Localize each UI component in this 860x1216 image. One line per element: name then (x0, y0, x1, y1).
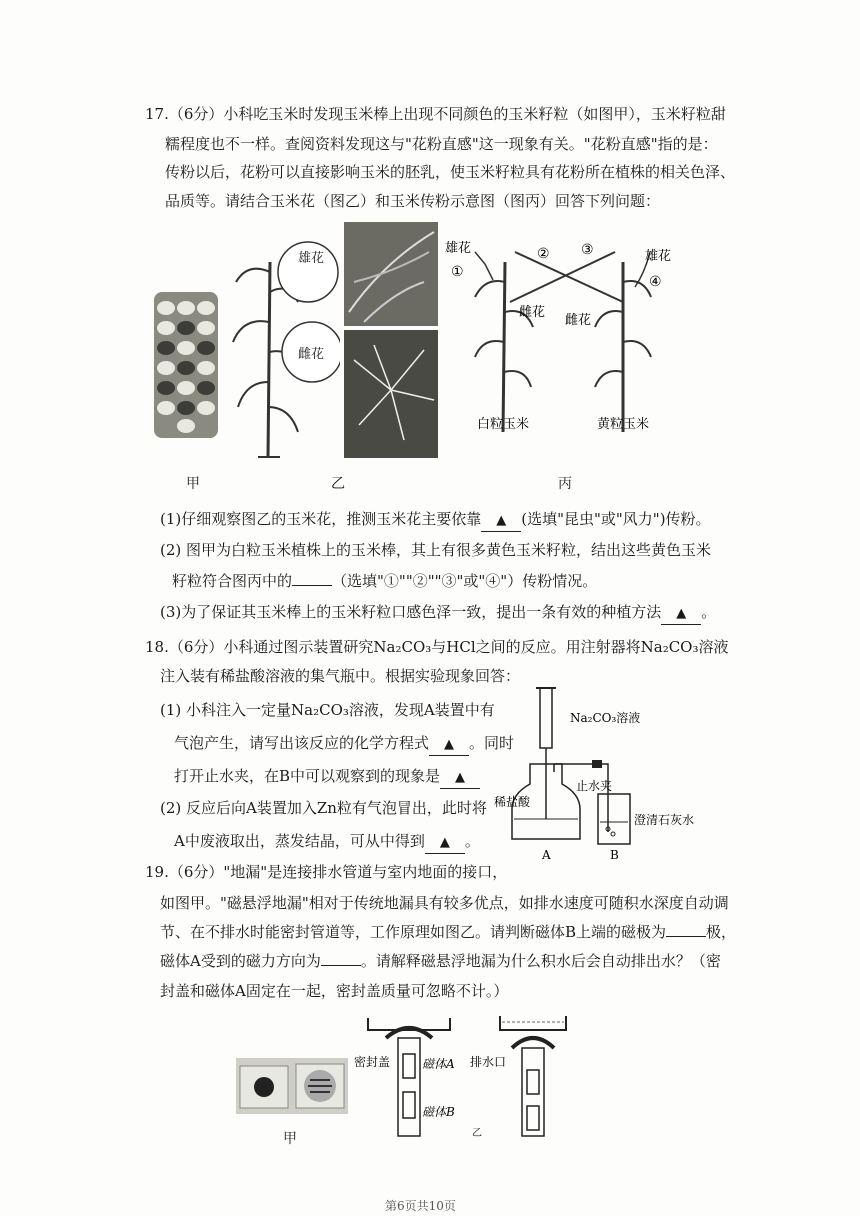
bing-n4: ④ (649, 274, 662, 290)
q17-line-3: 传粉以后，花粉可以直接影响玉米的胚乳，使玉米籽粒具有花粉所在植株的相关色泽、 (165, 163, 736, 181)
q18-sub1-c: 打开止水夹，在B中可以观察到的现象是 ▲ (174, 766, 480, 789)
q19-blank1[interactable] (666, 936, 706, 937)
q18-line-2: 注入装有稀盐酸溶液的集气瓶中。根据实验现象回答： (160, 667, 521, 685)
seal-label: 密封盖 (354, 1055, 391, 1069)
q19-line-4: 磁体A受到的磁力方向为 。请解释磁悬浮地漏为什么积水后会自动排出水？（密 (160, 952, 721, 970)
apparatus-solution-label: Na₂CO₃溶液 (570, 711, 641, 725)
bing-yellow-label: 黄粒玉米 (597, 417, 650, 432)
q17-line-1: 17.（6分）小科吃玉米时发现玉米棒上出现不同颜色的玉米籽粒（如图甲），玉米籽粒甜 (145, 105, 726, 123)
q19-line-2: 如图甲。"磁悬浮地漏"相对于传统地漏具有较多优点，如排水速度可随积水深度自动调 (160, 894, 729, 912)
yi-female-label: 雌花 (298, 347, 325, 362)
bing-male-right: 雄花 (645, 249, 672, 264)
floor-drain-photo (236, 1058, 348, 1114)
apparatus-clamp-label: 止水夹 (576, 779, 613, 793)
q18-line-1: 18.（6分）小科通过图示装置研究Na₂CO₃与HCl之间的反应。用注射器将Na₂CO₃溶液 (145, 638, 729, 656)
q19-fig-jia-caption: 甲 (283, 1131, 297, 1147)
q18-sub1-b: 气泡产生，请写出该反应的化学方程式 ▲ 。同时 (174, 733, 514, 756)
yi-male-label: 雄花 (298, 251, 325, 266)
male-flower-photo (344, 222, 438, 326)
female-flower-photo (344, 330, 438, 458)
apparatus-figure (490, 684, 700, 864)
q18-sub1-blank1[interactable]: ▲ (429, 735, 469, 756)
q19-blank2[interactable] (321, 965, 361, 966)
apparatus-limewater-label: 澄清石灰水 (634, 813, 695, 827)
bing-female-left: 雌花 (519, 305, 546, 320)
fig-bing-caption: 丙 (558, 476, 572, 492)
q17-sub2-blank[interactable] (292, 585, 332, 586)
q18-sub2-b: A中废液取出，蒸发结晶，可从中得到 ▲ 。 (174, 831, 480, 854)
q17-sub3: (3)为了保证其玉米棒上的玉米籽粒口感色泽一致，提出一条有效的种植方法 ▲ 。 (160, 602, 716, 625)
maglev-drain-diagram (350, 1008, 570, 1140)
q19-line-3: 节、在不排水时能密封管道等，工作原理如图乙。请判断磁体B上端的磁极为 极， (160, 923, 737, 941)
q18-sub2-a: (2) 反应后向A装置加入Zn粒有气泡冒出，此时将 (160, 799, 487, 817)
q18-sub2-blank[interactable]: ▲ (425, 833, 465, 854)
apparatus-b-label: B (610, 848, 619, 862)
q18-sub1-blank2[interactable]: ▲ (440, 768, 480, 789)
bing-n2: ② (537, 246, 550, 262)
bing-white-label: 白粒玉米 (477, 417, 530, 432)
q17-line-4: 品质等。请结合玉米花（图乙）和玉米传粉示意图（图丙）回答下列问题： (165, 192, 661, 210)
q17-sub2-line2: 籽粒符合图丙中的 （选填"①""②""③"或"④"）传粉情况。 (172, 572, 598, 590)
fig-yi-caption: 乙 (331, 476, 345, 492)
bing-n1: ① (451, 264, 464, 280)
outlet-label: 排水口 (470, 1055, 507, 1069)
pollination-diagram (445, 232, 685, 442)
q17-line-2: 糯程度也不一样。查阅资料发现这与"花粉直感"这一现象有关。"花粉直感"指的是： (165, 135, 718, 153)
bing-n3: ③ (581, 242, 594, 258)
bing-female-right: 雌花 (565, 313, 592, 328)
magnet-a-label: 磁体A (422, 1057, 455, 1071)
q18-sub1-a: (1) 小科注入一定量Na₂CO₃溶液，发现A装置中有 (160, 701, 495, 719)
q17-sub3-blank[interactable]: ▲ (661, 604, 701, 625)
q17-sub1: (1)仔细观察图乙的玉米花，推测玉米花主要依靠 ▲ (选填"昆虫"或"风力")传粉。 (160, 509, 711, 532)
q19-fig-yi-caption: 乙 (472, 1128, 482, 1139)
bing-male-left: 雄花 (445, 241, 472, 256)
q17-sub1-blank[interactable]: ▲ (481, 511, 521, 532)
fig-jia-caption: 甲 (186, 476, 200, 492)
page-footer: 第6页共10页 (385, 1199, 456, 1213)
q19-line-1: 19.（6分）"地漏"是连接排水管道与室内地面的接口， (145, 863, 508, 881)
apparatus-a-label: A (542, 848, 551, 862)
q19-line-5: 封盖和磁体A固定在一起，密封盖质量可忽略不计。） (160, 982, 509, 1000)
corn-flower-figure (228, 232, 340, 462)
apparatus-acid-label: 稀盐酸 (494, 795, 531, 809)
corn-cob-photo (152, 290, 220, 440)
q17-sub2-line1: (2) 图甲为白粒玉米植株上的玉米棒，其上有很多黄色玉米籽粒，结出这些黄色玉米 (160, 541, 712, 559)
magnet-b-label: 磁体B (422, 1105, 455, 1119)
